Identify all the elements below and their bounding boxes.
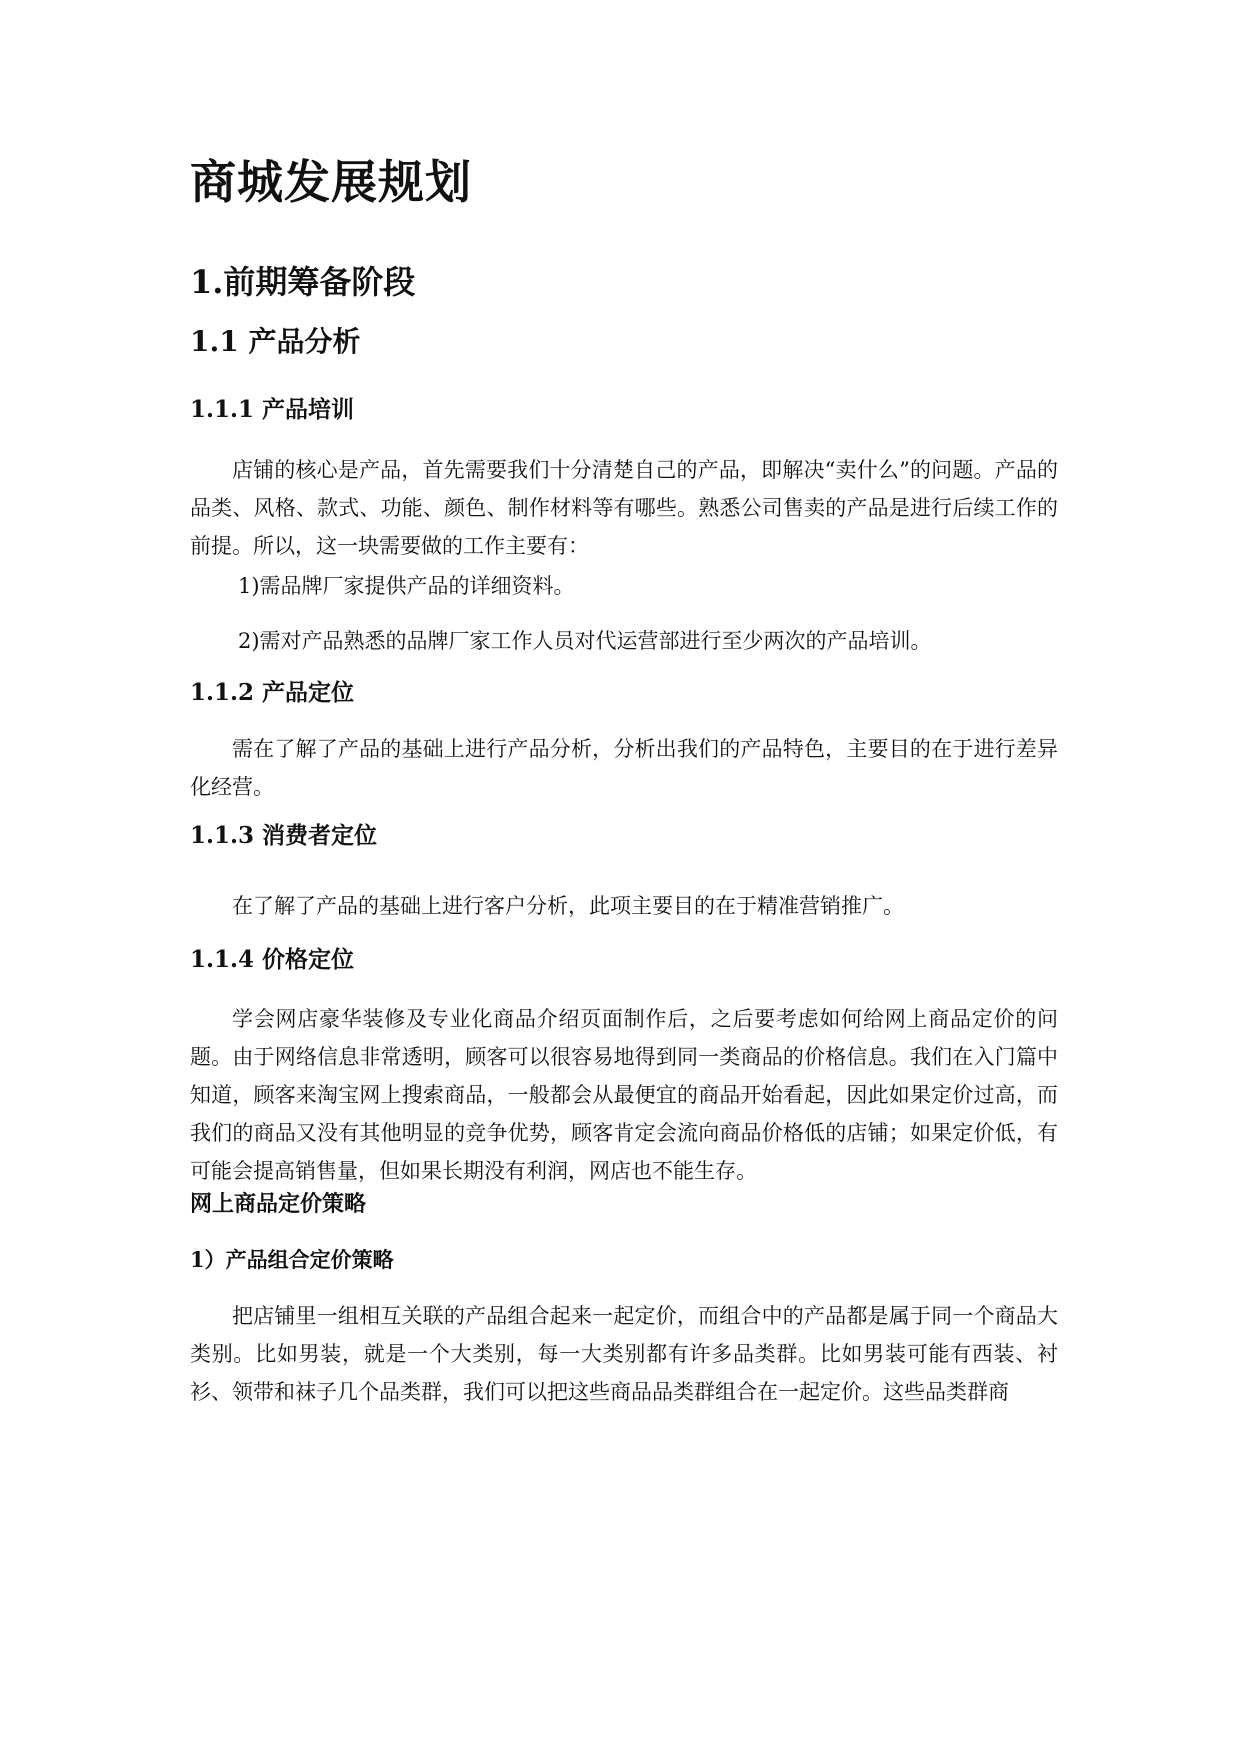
strategy-1-heading: 1）产品组合定价策略 — [190, 1247, 394, 1272]
paragraph-price-positioning: 学会网店豪华装修及专业化商品介绍页面制作后，之后要考虑如何给网上商品定价的问题。由于网络信息非常透明，顾客可以很容易地得到同一类商品的价格信息。我们在入门篇中知道，顾客来淘宝网上搜索商品，一般都会从最便宜的商品开始看起，因此如果定价过高，而我们的商品又没有其他明显的竞争优势，顾客肯定会流向商品价格低的店铺；如果定价低，有可能会提高销售量，但如果长期没有利润，网店也不能生存。 — [190, 1007, 1058, 1183]
list-item-1: 1)需品牌厂家提供产品的详细资料。 — [238, 574, 575, 598]
section-heading-1-1: 1.1 产品分析 — [190, 325, 361, 358]
section-heading-1-1-2: 1.1.2 产品定位 — [190, 679, 355, 706]
pricing-strategy-heading: 网上商品定价策略 — [190, 1191, 367, 1217]
paragraph-consumer-positioning: 在了解了产品的基础上进行客户分析，此项主要目的在于精准营销推广。 — [232, 894, 904, 918]
document-title: 商城发展规划 — [190, 155, 472, 209]
list-item-2: 2)需对产品熟悉的品牌厂家工作人员对代运营部进行至少两次的产品培训。 — [238, 629, 932, 653]
paragraph-combo-pricing: 把店铺里一组相互关联的产品组合起来一起定价，而组合中的产品都是属于同一个商品大类别。比如男装，就是一个大类别，每一大类别都有许多品类群。比如男装可能有西装、衬衫、领带和袜子几个品类群，我们可以把这些商品品类群组合在一起定价。这些品类群商 — [190, 1304, 1058, 1404]
paragraph-product-positioning: 需在了解了产品的基础上进行产品分析，分析出我们的产品特色，主要目的在于进行差异化经营。 — [190, 737, 1058, 799]
paragraph-product-training: 店铺的核心是产品，首先需要我们十分清楚自己的产品，即解决“卖什么”的问题。产品的品类、风格、款式、功能、颜色、制作材料等有哪些。熟悉公司售卖的产品是进行后续工作的前提。所以，这一块需要做的工作主要有： — [190, 458, 1058, 558]
section-heading-1: 1.前期筹备阶段 — [190, 263, 416, 301]
section-heading-1-1-4: 1.1.4 价格定位 — [190, 946, 355, 973]
section-heading-1-1-1: 1.1.1 产品培训 — [190, 396, 355, 423]
section-heading-1-1-3: 1.1.3 消费者定位 — [190, 822, 378, 849]
